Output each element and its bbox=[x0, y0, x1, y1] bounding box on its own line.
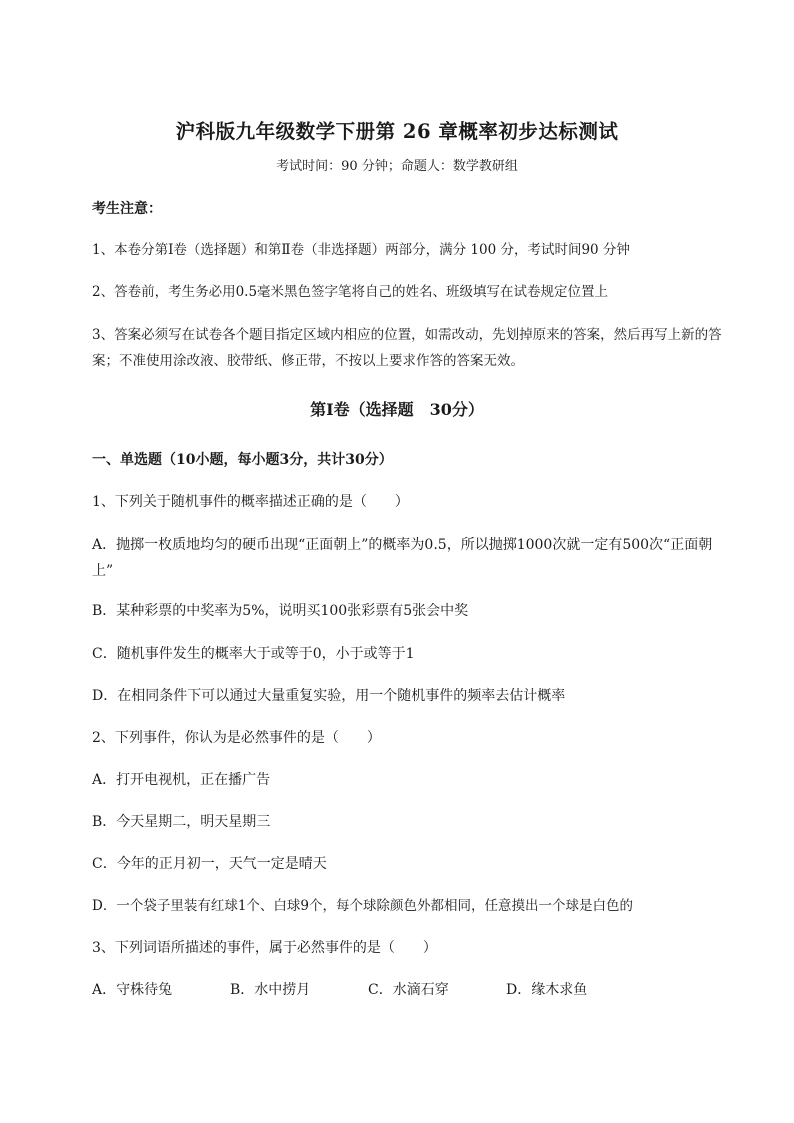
exam-subtitle: 考试时间：90 分钟；命题人：数学教研组 bbox=[276, 159, 518, 174]
question-1-option-b: B．某种彩票的中奖率为5%，说明买100张彩票有5张会中奖 bbox=[92, 603, 469, 619]
question-3-option-a: A．守株待兔 bbox=[92, 982, 173, 998]
notice-item-3: 3、答案必须写在试卷各个题目指定区域内相应的位置，如需改动，先划掉原来的答案，然后再写上新的答案；不准使用涂改液、胶带纸、修正带，不按以上要求作答的答案无效。 bbox=[92, 327, 722, 369]
question-3-option-b: B．水中捞月 bbox=[230, 982, 311, 998]
question-3-option-c: C．水滴石穿 bbox=[368, 982, 449, 998]
question-2-option-a: A．打开电视机，正在播广告 bbox=[92, 772, 271, 788]
question-2-stem: 2、下列事件，你认为是必然事件的是（ ） bbox=[92, 730, 381, 746]
question-3-option-d: D．缘木求鱼 bbox=[506, 982, 588, 998]
question-3-options bbox=[92, 978, 704, 1002]
question-2-option-b: B．今天星期二，明天星期三 bbox=[92, 814, 271, 830]
question-1-option-a: A．抛掷一枚质地均匀的硬币出现“正面朝上”的概率为0.5，所以抛掷1000次就一定有500次“正面朝上” bbox=[92, 537, 713, 579]
question-1-option-c: C．随机事件发生的概率大于或等于0，小于或等于1 bbox=[92, 646, 415, 662]
question-2-option-c: C．今年的正月初一，天气一定是晴天 bbox=[92, 856, 327, 872]
notice-item-1: 1、本卷分第Ⅰ卷（选择题）和第Ⅱ卷（非选择题）两部分，满分 100 分，考试时间90 分钟 bbox=[92, 242, 630, 258]
question-3-stem: 3、下列词语所描述的事件，属于必然事件的是（ ） bbox=[92, 940, 437, 956]
part-heading: 一、单选题（10小题，每小题3分，共计30分） bbox=[92, 452, 393, 468]
question-1-stem: 1、下列关于随机事件的概率描述正确的是（ ） bbox=[92, 494, 409, 510]
notice-heading: 考生注意： bbox=[92, 201, 162, 217]
question-1-option-d: D．在相同条件下可以通过大量重复实验，用一个随机事件的频率去估计概率 bbox=[92, 688, 566, 704]
notice-item-2: 2、答卷前，考生务必用0.5毫米黑色签字笔将自己的姓名、班级填写在试卷规定位置上 bbox=[92, 284, 609, 300]
section-title: 第Ⅰ卷（选择题 30分） bbox=[310, 400, 484, 419]
exam-title: 沪科版九年级数学下册第 26 章概率初步达标测试 bbox=[175, 120, 619, 143]
question-2-option-d: D．一个袋子里装有红球1个、白球9个，每个球除颜色外都相同，任意摸出一个球是白色的 bbox=[92, 898, 634, 914]
